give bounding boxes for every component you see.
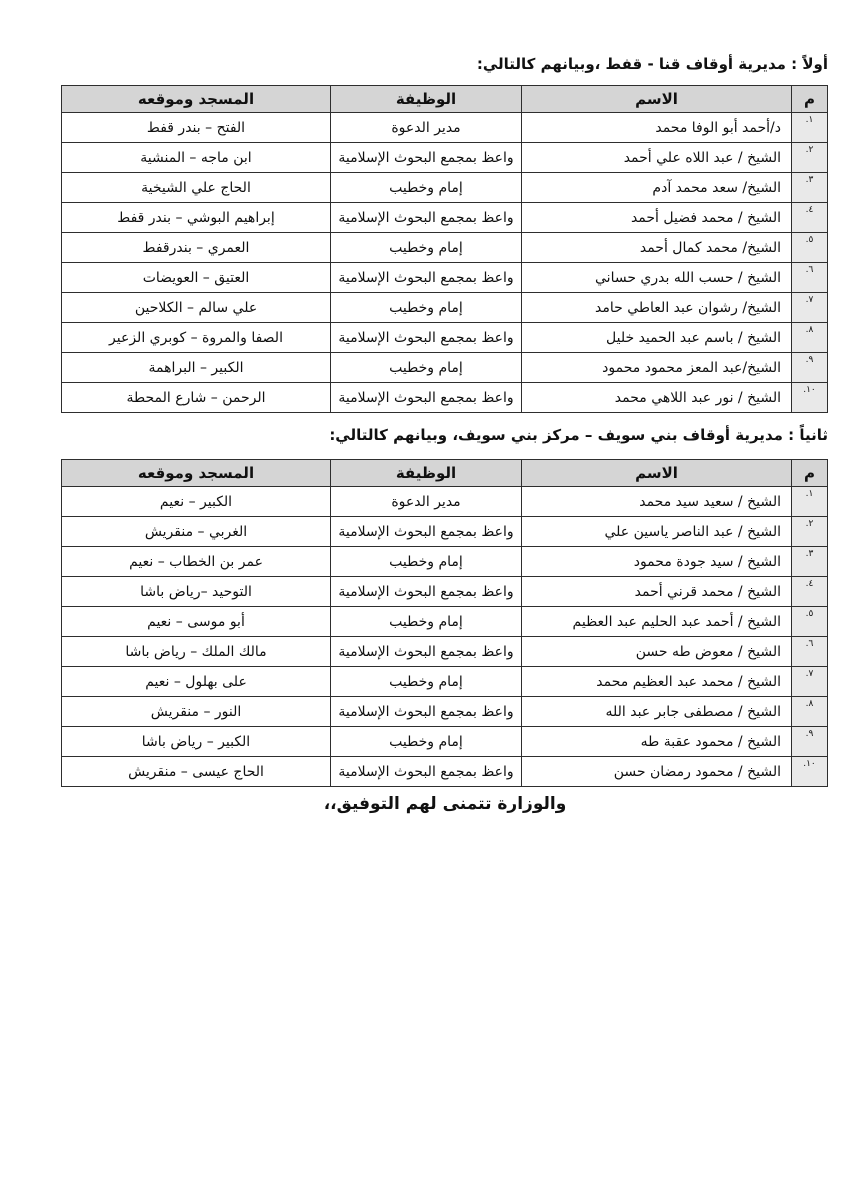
cell-job: إمام وخطيب [331,667,522,697]
cell-number: ٤. [792,203,828,233]
table-row [62,263,828,293]
cell-job: إمام وخطيب [331,727,522,757]
table-head [62,460,828,487]
closing-note: والوزارة تتمنى لهم التوفيق،، [323,794,567,814]
cell-mosque: ابن ماجه – المنشية [62,143,331,173]
qena-roster-table [61,85,828,413]
cell-number: ١٠. [792,757,828,787]
cell-number: ٨. [792,323,828,353]
cell-mosque: على بهلول – نعيم [62,667,331,697]
column-header-number: م [792,460,828,487]
column-header-name: الاسم [522,86,792,113]
cell-mosque: الحاج عيسى – منقريش [62,757,331,787]
table-body [62,113,828,413]
cell-number: ١. [792,113,828,143]
cell-job: واعظ بمجمع البحوث الإسلامية [331,203,522,233]
section2-heading: ثانياً : مديرية أوقاف بني سويف – مركز بني سويف، وبيانهم كالتالي: [329,426,828,444]
cell-job: إمام وخطيب [331,173,522,203]
cell-name: الشيخ / حسب الله بدري حساني [522,263,792,293]
cell-name: الشيخ/ محمد كمال أحمد [522,233,792,263]
table-row [62,353,828,383]
cell-name: الشيخ / باسم عبد الحميد خليل [522,323,792,353]
cell-number: ٧. [792,667,828,697]
cell-number: ٢. [792,517,828,547]
cell-mosque: الرحمن – شارع المحطة [62,383,331,413]
cell-job: واعظ بمجمع البحوث الإسلامية [331,577,522,607]
cell-mosque: أبو موسى – نعيم [62,607,331,637]
cell-name: الشيخ / محمود رمضان حسن [522,757,792,787]
cell-mosque: العمري – بندرقفط [62,233,331,263]
table-header-row [62,86,828,113]
table-row [62,697,828,727]
table-row [62,607,828,637]
column-header-name: الاسم [522,460,792,487]
cell-mosque: النور – منقريش [62,697,331,727]
cell-job: إمام وخطيب [331,233,522,263]
cell-job: واعظ بمجمع البحوث الإسلامية [331,637,522,667]
cell-job: واعظ بمجمع البحوث الإسلامية [331,143,522,173]
cell-job: واعظ بمجمع البحوث الإسلامية [331,383,522,413]
column-header-mosque: المسجد وموقعه [62,460,331,487]
table-row [62,293,828,323]
cell-mosque: علي سالم – الكلاحين [62,293,331,323]
table-header-row [62,460,828,487]
cell-number: ٩. [792,353,828,383]
cell-number: ٥. [792,607,828,637]
cell-name: الشيخ / محمد قرني أحمد [522,577,792,607]
cell-job: واعظ بمجمع البحوث الإسلامية [331,263,522,293]
table-head [62,86,828,113]
cell-number: ٦. [792,637,828,667]
cell-mosque: الكبير – البراهمة [62,353,331,383]
table-row [62,517,828,547]
section1-heading: أولاً : مديرية أوقاف قنا - قفط ،وبيانهم كالتالي: [476,55,828,73]
cell-name: الشيخ / عبد اللاه علي أحمد [522,143,792,173]
cell-job: واعظ بمجمع البحوث الإسلامية [331,323,522,353]
table-row [62,323,828,353]
cell-name: الشيخ/ رشوان عبد العاطي حامد [522,293,792,323]
cell-mosque: الفتح – بندر قفط [62,113,331,143]
cell-mosque: التوحيد –رياض باشا [62,577,331,607]
cell-number: ٧. [792,293,828,323]
cell-name: الشيخ / نور عبد اللاهي محمد [522,383,792,413]
cell-name: الشيخ / عبد الناصر ياسين علي [522,517,792,547]
cell-job: واعظ بمجمع البحوث الإسلامية [331,757,522,787]
cell-number: ٦. [792,263,828,293]
cell-name: الشيخ/عبد المعز محمود محمود [522,353,792,383]
cell-job: واعظ بمجمع البحوث الإسلامية [331,697,522,727]
table-row [62,143,828,173]
column-header-mosque: المسجد وموقعه [62,86,331,113]
column-header-number: م [792,86,828,113]
cell-mosque: الغربي – منقريش [62,517,331,547]
cell-mosque: الحاج علي الشيخية [62,173,331,203]
table-row [62,637,828,667]
table-row [62,577,828,607]
cell-mosque: إبراهيم البوشي – بندر قفط [62,203,331,233]
cell-number: ٨. [792,697,828,727]
beni-suef-roster-table [61,459,828,787]
cell-job: مدير الدعوة [331,487,522,517]
column-header-job: الوظيفة [331,86,522,113]
cell-job: إمام وخطيب [331,293,522,323]
column-header-job: الوظيفة [331,460,522,487]
cell-name: الشيخ / أحمد عبد الحليم عبد العظيم [522,607,792,637]
table-row [62,173,828,203]
document-content [62,54,828,814]
cell-number: ٣. [792,173,828,203]
cell-job: واعظ بمجمع البحوث الإسلامية [331,517,522,547]
table-row [62,113,828,143]
cell-name: الشيخ/ سعد محمد آدم [522,173,792,203]
table-row [62,487,828,517]
cell-mosque: الكبير – نعيم [62,487,331,517]
cell-name: الشيخ / محمود عقبة طه [522,727,792,757]
cell-name: الشيخ / سيد جودة محمود [522,547,792,577]
table-body [62,487,828,787]
cell-mosque: الصفا والمروة – كوبري الزعير [62,323,331,353]
cell-mosque: مالك الملك – رياض باشا [62,637,331,667]
cell-number: ١٠. [792,383,828,413]
table-row [62,667,828,697]
cell-name: الشيخ / معوض طه حسن [522,637,792,667]
cell-name: د/أحمد أبو الوفا محمد [522,113,792,143]
cell-job: إمام وخطيب [331,547,522,577]
table-row [62,547,828,577]
table-row [62,383,828,413]
cell-name: الشيخ / محمد فضيل أحمد [522,203,792,233]
table-row [62,727,828,757]
cell-name: الشيخ / مصطفى جابر عبد الله [522,697,792,727]
cell-number: ٢. [792,143,828,173]
cell-number: ٣. [792,547,828,577]
cell-number: ٩. [792,727,828,757]
table-row [62,757,828,787]
cell-name: الشيخ / محمد عبد العظيم محمد [522,667,792,697]
cell-job: إمام وخطيب [331,353,522,383]
cell-number: ٥. [792,233,828,263]
cell-name: الشيخ / سعيد سيد محمد [522,487,792,517]
table-row [62,203,828,233]
cell-mosque: الكبير – رياض باشا [62,727,331,757]
cell-job: إمام وخطيب [331,607,522,637]
cell-number: ١. [792,487,828,517]
table-row [62,233,828,263]
cell-job: مدير الدعوة [331,113,522,143]
cell-number: ٤. [792,577,828,607]
cell-mosque: العتيق – العويضات [62,263,331,293]
cell-mosque: عمر بن الخطاب – نعيم [62,547,331,577]
